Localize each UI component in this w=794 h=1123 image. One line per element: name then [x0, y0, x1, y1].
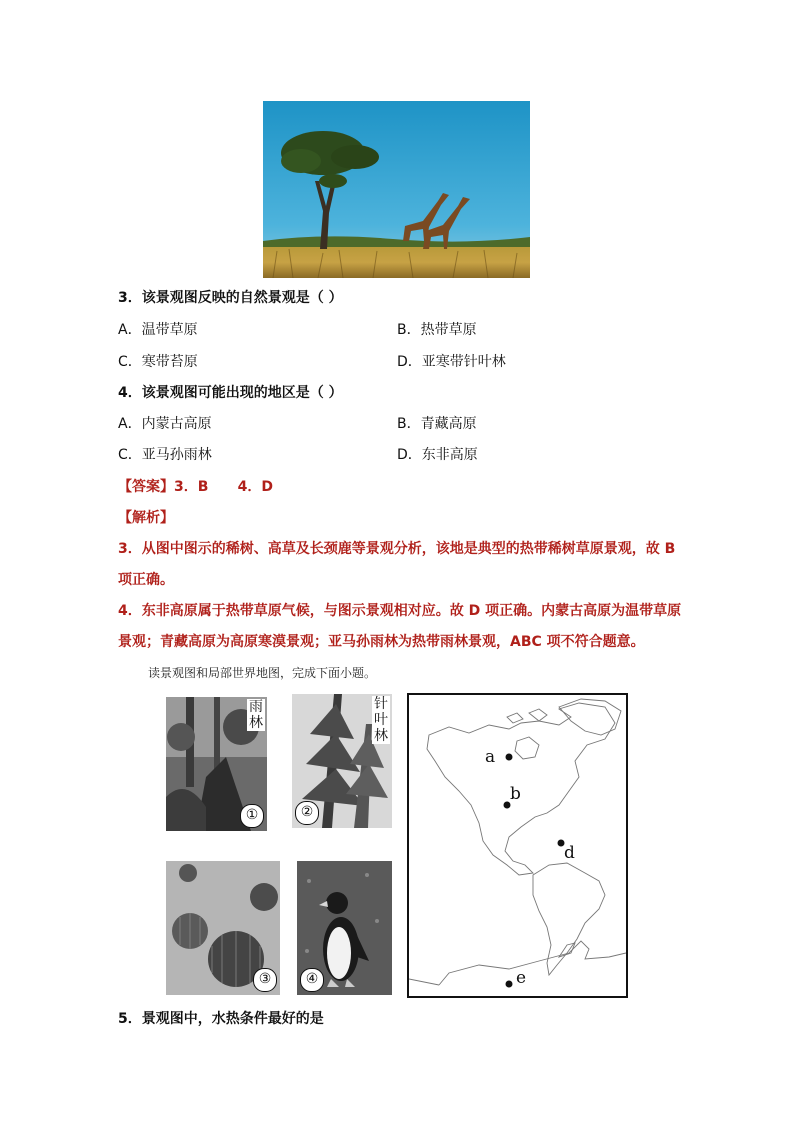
- analysis-tag: 【解析】: [118, 510, 174, 526]
- q4-option-b[interactable]: B．青藏高原: [397, 416, 477, 432]
- analysis-3-line2: 项正确。: [118, 572, 174, 588]
- point-e: [506, 981, 513, 988]
- q3-option-d[interactable]: D．亚寒带针叶林: [397, 354, 506, 370]
- map-label-a: a: [485, 747, 496, 767]
- q4-option-a[interactable]: A．内蒙古高原: [118, 416, 212, 432]
- question-5: 5．景观图中，水热条件最好的是: [118, 1011, 324, 1027]
- analysis-4-line1: 4．东非高原属于热带草原气候，与图示景观相对应。故 D 项正确。内蒙古高原为温带草原: [118, 603, 682, 619]
- section-intro: 读景观图和局部世界地图，完成下面小题。: [148, 666, 377, 680]
- landscape-2-number: ②: [295, 801, 319, 825]
- landscape-1-number: ①: [240, 804, 264, 828]
- landscape-desert: [166, 861, 280, 995]
- q4-option-c[interactable]: C．亚马孙雨林: [118, 447, 212, 463]
- map-label-b: b: [510, 784, 521, 804]
- point-a: [506, 754, 513, 761]
- landscape-antarctic: [297, 861, 392, 995]
- question-4: 4．该景观图可能出现的地区是（ ）: [118, 385, 343, 401]
- map-outline: [409, 695, 626, 996]
- landscape-1-label: 雨 林: [249, 699, 263, 731]
- q4-option-d[interactable]: D．东非高原: [397, 447, 478, 463]
- analysis-4-line2: 景观；青藏高原为高原寒漠景观；亚马孙雨林为热带雨林景观，ABC 项不符合题意。: [118, 634, 645, 650]
- landscape-rainforest: [166, 697, 267, 831]
- savanna-photo: [263, 101, 530, 278]
- landscape-3-number: ③: [253, 968, 277, 992]
- americas-map: [407, 693, 628, 998]
- q3-option-c[interactable]: C．寒带苔原: [118, 354, 198, 370]
- landscape-2-label: 针 叶 林: [374, 696, 388, 744]
- analysis-3-line1: 3．从图中图示的稀树、高草及长颈鹿等景观分析，该地是典型的热带稀树草原景观，故 B: [118, 541, 676, 557]
- answer-tag: 【答案】: [118, 479, 174, 495]
- answer-line: [118, 477, 273, 497]
- map-label-e: e: [516, 968, 527, 988]
- answer-text: 3．B 4．D: [174, 479, 274, 495]
- q3-option-b[interactable]: B．热带草原: [397, 322, 477, 338]
- landscape-coniferous: [292, 694, 392, 828]
- question-3: 3．该景观图反映的自然景观是（ ）: [118, 290, 343, 306]
- savanna-image: [263, 101, 530, 278]
- q3-option-a[interactable]: A．温带草原: [118, 322, 198, 338]
- map-label-d: d: [564, 843, 575, 863]
- landscape-4-number: ④: [300, 968, 324, 992]
